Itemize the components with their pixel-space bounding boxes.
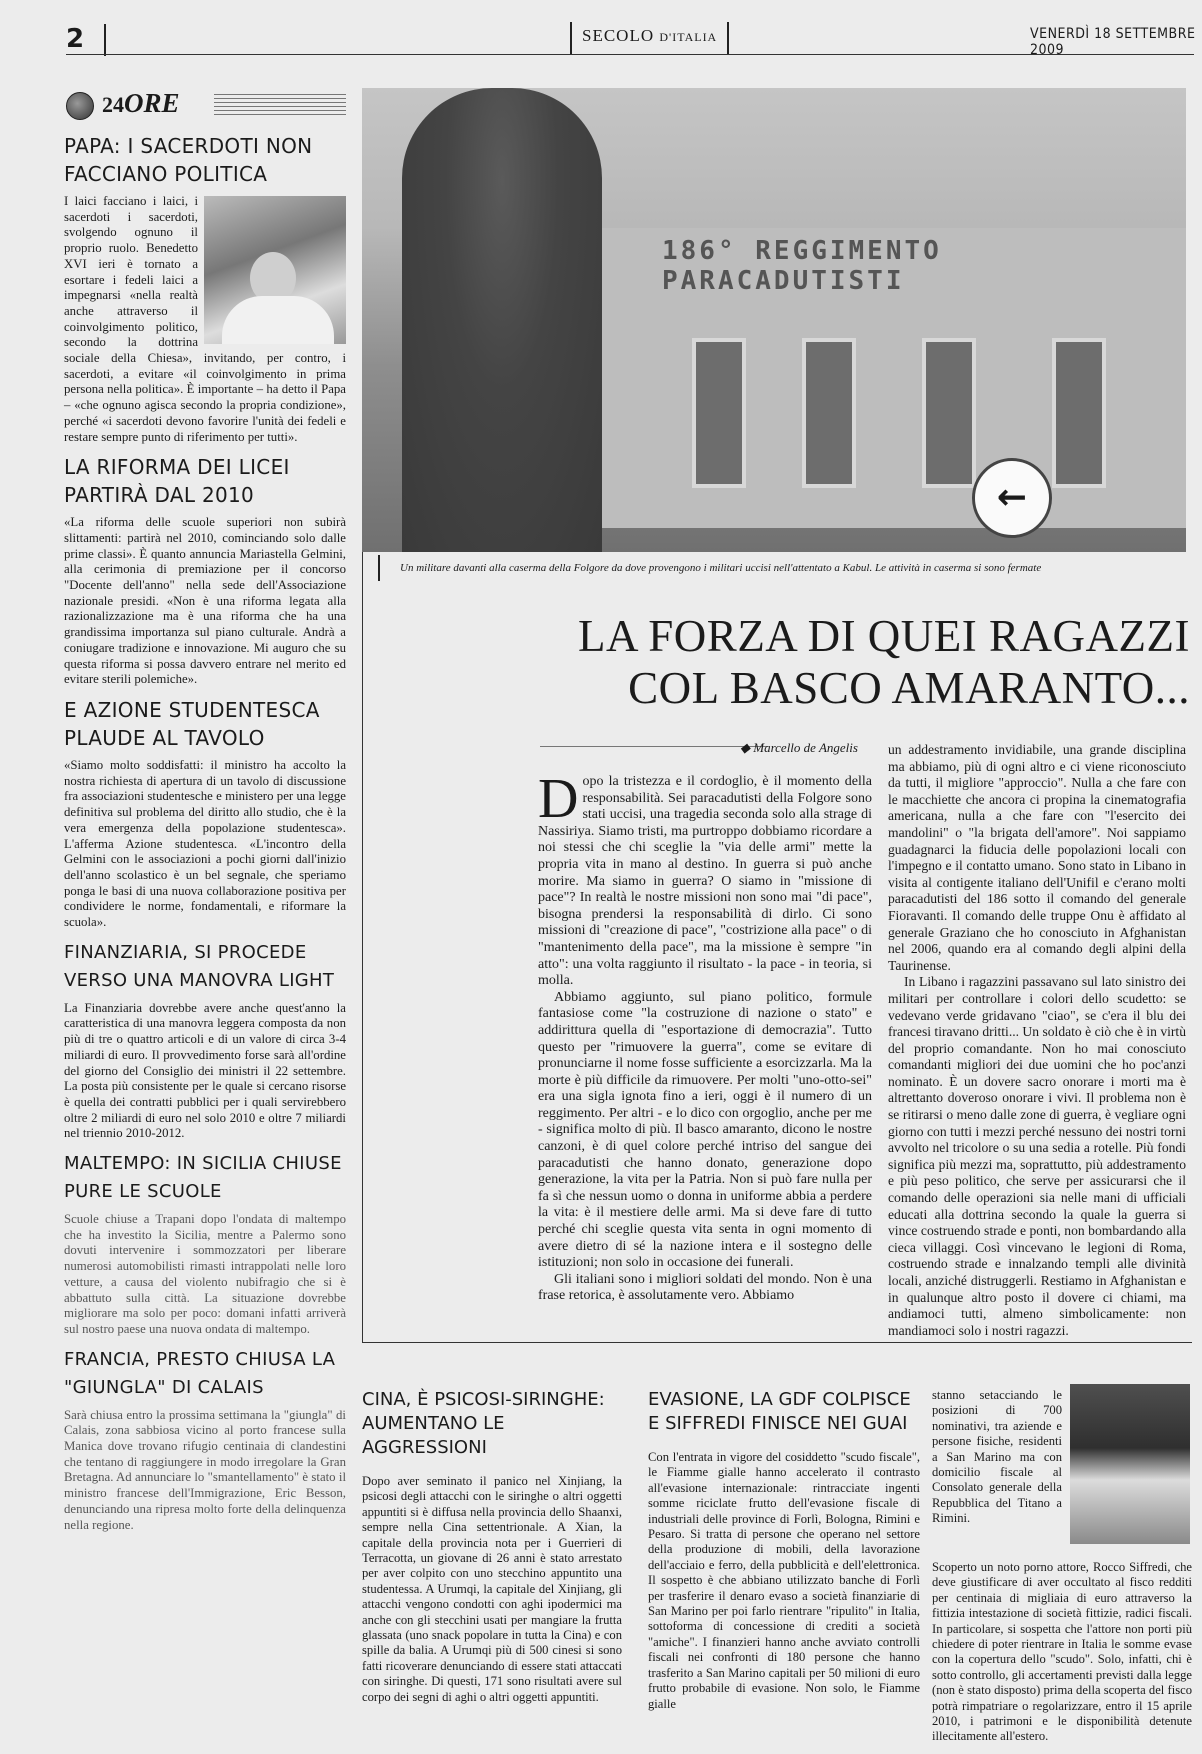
barracks-sign: 186° REGGIMENTO PARACADUTISTI <box>662 236 942 296</box>
briefs-column <box>64 88 346 1533</box>
ore-logo <box>64 88 346 124</box>
paragraph-text: opo la tristezza e il cordoglio, è il momento della responsabilità. Sei paracadutisti della Folgore sono stati uccisi, una tragedia seconda solo alla strage di Nassiriya. Siamo tristi, ma purtroppo dobbiamo ricordare a noi stessi che chi sceglie la "via delle armi" mette la propria vita in mano al destino. In guerra si può anche morire. Ma siamo in guerra? O siamo in "missione di pace"? In realtà le nostre missioni non sono mai "di pace", bisogna prendersi la responsabilità di dirlo. Ci sono missioni di "creazione di pace", "costrizione alla pace" o di "mantenimento della pace", ma la missione è sempre "in atto": una volta raggiunto il risultato - la pace - in teoria, si molla. <box>538 774 872 989</box>
building-window <box>1052 338 1106 488</box>
brief-text <box>64 194 346 445</box>
article-frame-bottom <box>362 1342 1192 1343</box>
article-column-1 <box>538 768 872 1305</box>
main-photo <box>362 88 1186 552</box>
bottom-story <box>648 1388 920 1712</box>
soldier-figure <box>402 88 602 552</box>
article-frame-left <box>362 552 363 1342</box>
bottom-story-title: EVASIONE, LA GDF COLPISCE E SIFFREDI FINISCE NEI GUAI <box>648 1389 911 1434</box>
brief-text: Sarà chiusa entro la prossima settimana la "giungla" di Calais, zona sabbiosa vicino al porto francese sulla Manica dove trovano rifugio centinaia di clandestini che tentano di raggiungere in modo irregolare la Gran Bretagna. Ad annunciare lo "smantellamento" è stato il ministro francese dell'Immigrazione, Eric Besson, denunciando una ripresa molto forte della delinquenza nella regione. <box>64 1407 346 1532</box>
headline-line-2: COL BASCO AMARANTO... <box>628 663 1190 713</box>
brief-title: MALTEMPO: IN SICILIA CHIUSE PURE LE SCUOLE <box>64 1153 342 1203</box>
brief-text: Scuole chiuse a Trapani dopo l'ondata di maltempo che ha investito la Sicilia, mentre a Palermo sono dovuti intervenire i sommozzatori per liberare numerosi automobilisti rimasti intrappolati nelle loro vetture, a causa del violento nubifragio che si è abbattuto sulla città. La situazione dovrebbe migliorare ma solo per poco: domani infatti arriverà sul nostro paese una nuova ondata di maltempo. <box>64 1212 346 1336</box>
author-name: Marcello de Angelis <box>753 740 858 755</box>
ore-word: ORE <box>124 88 180 118</box>
page-number: 2 <box>66 24 106 56</box>
bottom-story-text: Dopo aver seminato il panico nel Xinjiang, la psicosi degli attacchi con le siringhe o altri oggetti appuntiti si è diffusa nella provincia dello Shaanxi, sempre nella Cina settentrionale. A Xian, la capitale della provincia nota per i Guerrieri di Terracotta, un giovane di 26 anni è stato arrestato per aver colpito con uno stecchino appuntito una studentessa. A Urumqi, la capitale del Xinjiang, gli attacchi vengono condotti con aghi ipodermici ma anche con gli stecchini usati per mangiare la frutta glassata (uno snack popolare in tutta la Cina) e con spille da balia. A Urumqi più di 500 cinesi si sono fatti ricoverare denunciando di essere stati attaccati con siringhe. Di questi, 171 sono risultati avere sul corpo dei segni di aghi o altri oggetti appuntiti. <box>362 1474 622 1704</box>
author-rule <box>540 746 768 747</box>
drop-cap: D <box>538 768 579 830</box>
brief-text: La Finanziaria dovrebbe avere anche quest'anno la caratteristica di una manovra leggera composta da non più di tre o quattro articoli e di un valore di circa 3-4 miliardi di euro. Il provvedimento forse sarà all'ordine del giorno del Consiglio dei ministri il 22 settembre. La posta più consistente per le quale si cercano risorse è quella dei contratti pubblici per i quali servirebbero oltre 2 miliardi di euro nel solo 2010 e oltre 7 miliardi nel triennio 2010-2012. <box>64 1000 346 1141</box>
ore-lines <box>214 94 346 118</box>
bottom-story-title: CINA, È PSICOSI-SIRINGHE: AUMENTANO LE AGGRESSIONI <box>362 1389 605 1458</box>
building-window <box>802 338 856 488</box>
ore-number: 24 <box>102 92 124 117</box>
arrow-sign-icon: ← <box>972 458 1052 538</box>
article-column-2 <box>888 742 1186 1339</box>
article-headline <box>520 610 1190 714</box>
masthead-small: D'ITALIA <box>659 30 718 44</box>
issue-date: VENERDÌ 18 SETTEMBRE 2009 <box>1030 26 1196 58</box>
brief-text: «La riforma delle scuole superiori non subirà slittamenti: partirà nel 2010, cominciando solo dalle prime classi». È quanto annuncia Mariastella Gelmini, alla cerimonia di premiazione per il concorso "Docente dell'anno" nella sede dell'Associazione nazionale presidi. «Non è una riforma legata alla razionalizzazione ma è una riforma che ha una grandissima importanza sul piano culturale. Andrà a coniugare tradizione e innovazione. Mi auguro che su questa riforma si possa davvero entrare nel merito ed evitare sterili polemiche». <box>64 515 346 687</box>
building-window <box>922 338 976 488</box>
bottom-story-text: Con l'entrata in vigore del cosiddetto "scudo fiscale", le Fiamme gialle hanno accelerato il contrasto all'evasione internazionale: rintracciate ingenti somme riciclate frutto dell'evasione fiscale di industriali delle province di Forlì, Bologna, Rimini e Pesaro. Si tratta di persone che operano nel settore della produzione di mobili, della lavorazione dell'acciaio e ferro, della pubblicità e dell'elettronica. Il sospetto è che abbiano utilizzato banche di Forlì per trasferire il denaro evaso a società finanziarie di San Marino per poi farlo rientrare "ripulito" in Italia, sottoforma di concessione di crediti a società "amiche". I finanzieri hanno anche avviato controlli fiscali nei confronti di 180 persone che hanno trasferito a San Marino capitali per 50 milioni di euro frutto probabile di evasione. Non solo, le Fiamme gialle <box>648 1450 920 1711</box>
ore-logo-text <box>102 88 180 119</box>
article-paragraph: Abbiamo aggiunto, sul piano politico, formule fantasiose come "la costruzione di nazione o stato" e addirittura quella di "esportazione di democrazia". Tutto questo per "rimuovere la guerra", come se evitare di pronunciarne il nome fosse sufficiente a esorcizzarla. Ma la morte è più difficile da rimuovere. Per molti "uno-otto-sei" era una sigla ignota fino a ieri, oggi è il numero di un reggimento. Per altri - e lo dico con orgoglio, anche per me - significa molto di più. Il basco amaranto, dicono le nostre canzoni, è di quel colore perché intriso del sangue dei paracadutisti che hanno donato, generazione dopo generazione, la vita per la Patria. Non si può fare nulla per fa sì che nessun uomo o donna in uniforme abbia a perdere la vita: è il mestiere delle armi. Ma si deve fare di tutto perché chi sceglie questa vita senta in ogni momento di avere dietro di sé la nazione intera e il sostegno delle istituzioni; non solo in occasione dei funerali. <box>538 989 872 1271</box>
header-rule <box>66 54 1194 55</box>
clock-icon <box>66 92 94 120</box>
brief-title: E AZIONE STUDENTESCA PLAUDE AL TAVOLO <box>64 697 320 750</box>
brief-title: LA RIFORMA DEI LICEI PARTIRÀ DAL 2010 <box>64 455 290 508</box>
car-photo <box>1070 1384 1190 1544</box>
masthead <box>570 22 729 54</box>
bottom-story-continued: stanno setacciando le posizioni di 700 nominativi, tra aziende e persone fisiche, residenti a San Marino ma con domicilio fiscale al Consolato generale della Repubblica del Titano a Rimini. <box>932 1388 1062 1526</box>
caption-bar <box>378 555 380 581</box>
article-author: ◆ Marcello de Angelis <box>740 740 858 755</box>
bottom-story-continued: Scoperto un noto porno attore, Rocco Siffredi, che deve giustificare di aver occultato al fisco redditi per centinaia di migliaia di euro attraverso la fittizia intestazione di società fittizie, radici fiscali. In particolare, si sospetta che l'attore non porti più chiedere di poter rientrare in Italia le somme evase con la copertura dello "scudo". Solo, infatti, chi è sotto controllo, gli accertamenti previsti dalla legge (non è stato disposto) prima della scoperta del fisco potrà rimpatriare o regolarizzare, entro il 15 aprile 2010, i patrimoni e le disponibilità detenute illecitamente all'estero. <box>932 1560 1192 1744</box>
bottom-story <box>362 1388 622 1705</box>
brief-title: FINANZIARIA, SI PROCEDE VERSO UNA MANOVRA LIGHT <box>64 941 335 991</box>
photo-caption: Un militare davanti alla caserma della Folgore da dove provengono i militari uccisi nell'attentato a Kabul. Le attività in caserma si sono fermate <box>400 562 1042 574</box>
masthead-main: SECOLO <box>582 26 655 45</box>
building-window <box>692 338 746 488</box>
headline-line-1: LA FORZA DI QUEI RAGAZZI <box>578 611 1190 661</box>
article-paragraph <box>538 768 872 990</box>
brief-text: «Siamo molto soddisfatti: il ministro ha accolto la nostra richiesta di apertura di un tavolo di discussione fra associazioni studentesche e ministero per una legge definitiva sul problema del diritto allo studio, che è la vera emergenza della popolazione studentesca». L'afferma Azione studentesca. «L'incontro della Gelmini con le associazioni a pochi giorni dall'inizio dell'anno scolastico è un bel segnale, che speriamo ponga le basi di una nuova collaborazione positiva per condividere le norme, fondamentali, e riformare la scuola». <box>64 757 346 930</box>
brief-title: FRANCIA, PRESTO CHIUSA LA "GIUNGLA" DI CALAIS <box>64 1348 336 1398</box>
article-paragraph: Gli italiani sono i migliori soldati del mondo. Non è una frase retorica, è assolutamente vero. Abbiamo <box>538 1271 872 1304</box>
brief-text-body: I laici facciano i laici, i sacerdoti i sacerdoti, svolgendo ognuno il proprio ruolo. Benedetto XVI ieri è tornato a esortare i fedeli laici a impegnarsi «nella realtà anche attraverso il coinvolgimento politico, secondo la dottrina sociale della Chiesa», invitando, per contro, i sacerdoti, a evitare «il coinvolgimento in prima persona nella politica». È importante – ha detto il Papa – «che ognuno agisca secondo la propria condizione», perché «i sacerdoti devono favorire l'unità dei fedeli e restare sempre punto di riferimento per tutti». <box>64 194 346 444</box>
brief-title: PAPA: I SACERDOTI NON FACCIANO POLITICA <box>64 134 313 186</box>
article-paragraph: un addestramento invidiabile, una grande disciplina ma abbiamo, più di ogni altro e ci viene riconosciuto da tutti, il migliore "approccio". Nulla a che fare con le macchiette che ancora ci propina la cinematografia americana, nulla a che fare con "l'esercito dei mandolini" o "la brigata dell'amore". Noi sappiamo guadagnarci la fiducia delle popolazioni locali con l'impegno e il contatto umano. Sono stato in Libano in visita al contigente italiano dell'Unifil e c'erano molti paracadutisti del 186 sotto il comando del generale Fioravanti. Il comando delle truppe Onu è affidato al generale Graziano che ho conosciuto in Afghanistan nel 2006, quando era al comando degli alpini della Taurinense. <box>888 742 1186 973</box>
pope-robe <box>222 296 334 344</box>
article-paragraph: In Libano i ragazzini passavano sul lato sinistro dei militari per controllare i colori dello scudetto: se vedevano verde gridavano "ciao", se c'era il blu dei francesi tiravano dritti... Un soldato è ciò che è in virtù del proprio comandante. Non ho mai conosciuto comandanti migliori dei due uomini che ho poc'anzi nominato. È un dovere sacro onorare i morti ma è altrettanto doveroso onorare i vivi. Il problema non è se ritirarsi o meno dalle zone di guerra, è vegliare ogni giorno con tutti i mezzi perché nessuno dei nostri torni avvolto nel tricolore o su una sedia a rotelle. Più fondi significa più mezzi ma, soprattutto, più addestramento e più peso politico, che serve per assicurarsi che il comando delle operazioni sia nelle mani di ufficiali educati alla dottrina secondo la quale la guerra si vince costruendo strade e ponti, non bombardando alla cieca villaggi. Così vincevano le legioni di Roma, costruendo strade e innalzando templi alle divinità locali, anziché distruggerli. Restiamo in Afghanistan e in qualunque altro posto il dovere ci chiami, ma andiamoci tutti, almeno simbolicamente: non mandiamoci solo i nostri ragazzi. <box>888 974 1186 1338</box>
pope-photo <box>204 196 346 344</box>
